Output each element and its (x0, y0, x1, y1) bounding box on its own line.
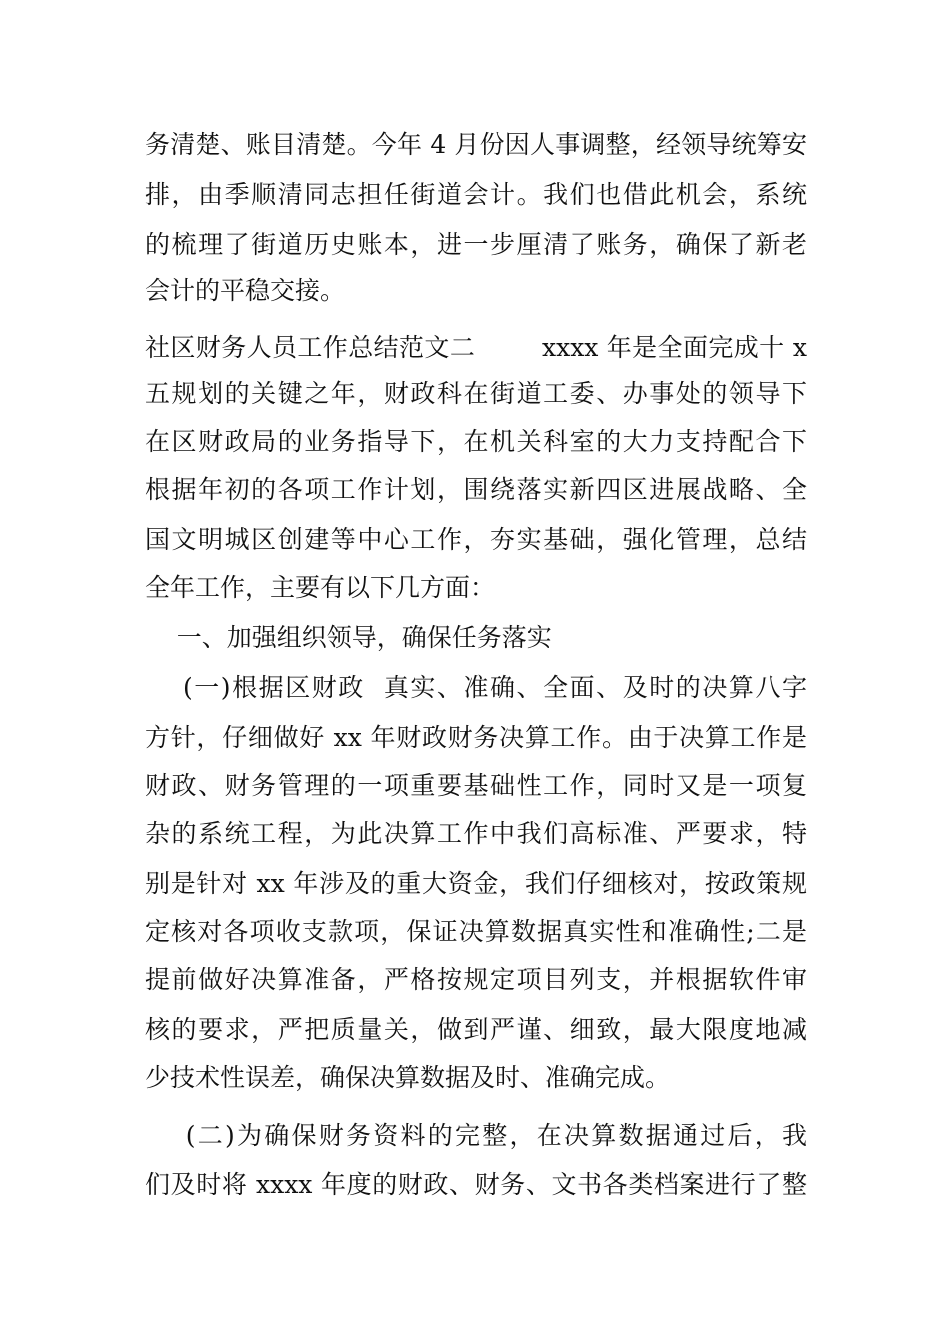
text-line: (一)根据区财政 真实、准确、全面、及时的决算八字 (145, 673, 807, 702)
text-line: 的梳理了街道历史账本，进一步厘清了账务，确保了新老 (145, 230, 807, 259)
text-line: 少技术性误差，确保决算数据及时、准确完成。 (145, 1063, 671, 1092)
text-line: 在区财政局的业务指导下，在机关科室的大力支持配合下 (145, 427, 807, 456)
text-line: 财政、财务管理的一项重要基础性工作，同时又是一项复 (145, 771, 807, 800)
text-line: 会计的平稳交接。 (145, 276, 346, 305)
text-line: 定核对各项收支款项，保证决算数据真实性和准确性;二是 (145, 917, 807, 946)
text-line: 核的要求，严把质量关，做到严谨、细致，最大限度地减 (145, 1015, 807, 1044)
text-line: 排，由季顺清同志担任街道会计。我们也借此机会，系统 (145, 180, 807, 209)
text-line: 全年工作，主要有以下几方面： (145, 573, 496, 602)
text-line: 务清楚、账目清楚。今年 4 月份因人事调整，经领导统筹安 (145, 130, 807, 159)
text-line: 们及时将 xxxx 年度的财政、财务、文书各类档案进行了整 (145, 1170, 807, 1199)
text-line: (二)为确保财务资料的完整，在决算数据通过后，我 (145, 1121, 807, 1150)
text-line: 方针，仔细做好 xx 年财政财务决算工作。由于决算工作是 (145, 723, 807, 752)
text-line: 五规划的关键之年，财政科在街道工委、办事处的领导下 (145, 379, 807, 408)
text-line: 提前做好决算准备，严格按规定项目列支，并根据软件审 (145, 965, 807, 994)
text-line: 社区财务人员工作总结范文二 xxxx 年是全面完成十 x (145, 333, 807, 362)
text-line: 国文明城区创建等中心工作，夯实基础，强化管理，总结 (145, 525, 807, 554)
text-line: 别是针对 xx 年涉及的重大资金，我们仔细核对，按政策规 (145, 869, 807, 898)
text-line: 一、加强组织领导，确保任务落实 (145, 623, 552, 652)
text-line: 根据年初的各项工作计划，围绕落实新四区进展战略、全 (145, 475, 807, 504)
text-line: 杂的系统工程，为此决算工作中我们高标准、严要求，特 (145, 819, 807, 848)
